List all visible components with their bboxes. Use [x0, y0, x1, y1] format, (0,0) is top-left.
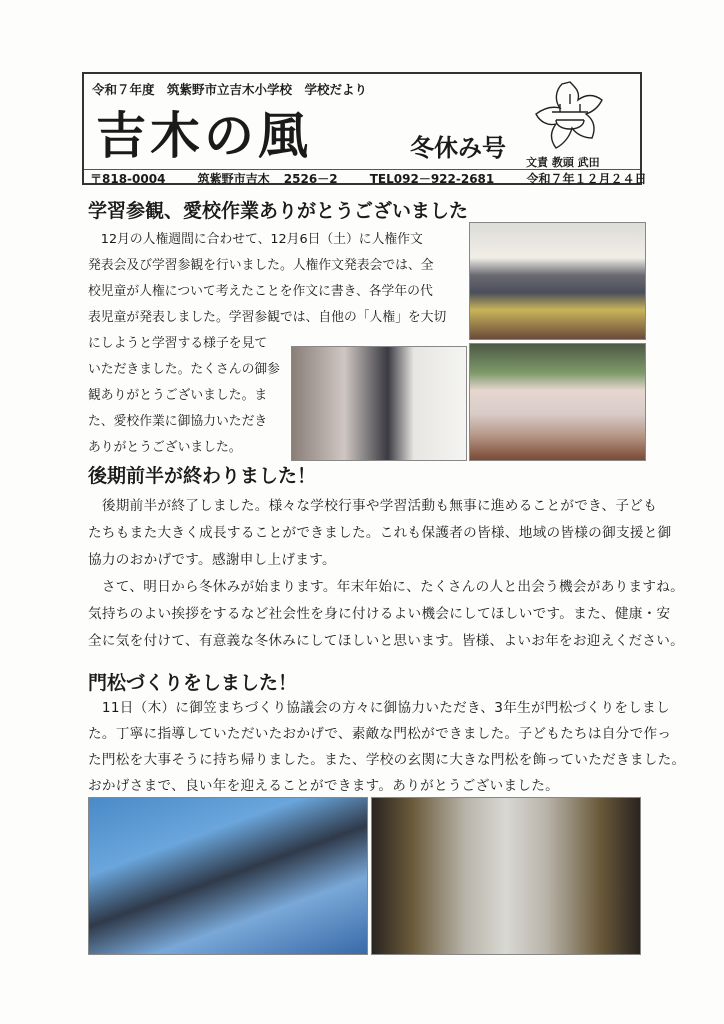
body-line: 校児童が人権について考えたことを作文に書き、各学年の代 [88, 284, 433, 299]
body-line: にしようと学習する様子を見て [88, 336, 268, 351]
masthead [82, 72, 647, 186]
body-line: 観ありがとうございました。ま [88, 388, 268, 403]
address: 筑紫野市吉木 2526－2 [197, 172, 338, 186]
photo-classroom-observation [469, 222, 646, 340]
body-line: 11日（木）に御笠まちづくり協議会の方々に御協力いただき、3年生が門松づくりをしまし [88, 700, 670, 716]
section-heading-kadomatsu: 門松づくりをしました！ [88, 672, 298, 694]
body-line: おかげさまで、良い年を迎えることができます。ありがとうございました。 [88, 778, 560, 794]
author-credit: 文責 教頭 武田 [526, 156, 600, 169]
photo-window-cleaning [291, 346, 467, 461]
telephone: TEL092－922-2681 [369, 172, 495, 186]
body-line: た、愛校作業に御協力いただき [88, 414, 268, 429]
body-line: 12月の人権週間に合わせて、12月6日（土）に人権作文 [88, 232, 423, 247]
body-line: 後期前半が終了しました。様々な学校行事や学習活動も無事に進めることができ、子ども [88, 498, 658, 514]
section-heading-term-end: 後期前半が終わりました！ [88, 465, 317, 487]
body-line: た門松を大事そうに持ち帰りました。また、学校の玄関に大きな門松を飾っていただきました。 [88, 752, 686, 768]
body-line: 全に気を付けて、有意義な冬休みにしてほしいと思います。皆様、よいお年をお迎えください。 [88, 633, 685, 649]
photo-gym-cleaning [469, 343, 646, 461]
issue-date: 令和７年１２月２４日 [526, 172, 647, 186]
postal-code: 〒818-0004 [90, 172, 166, 186]
issue-name: 冬休み号 [410, 134, 506, 162]
body-line: た。丁寧に指導していただいたおかげで、素敵な門松ができました。子どもたちは自分で作っ [88, 726, 672, 742]
body-line: 表児童が発表しました。学習参観では、自他の「人権」を大切 [88, 310, 447, 325]
masthead-top-line: 令和７年度 筑紫野市立吉木小学校 学校だより [92, 82, 368, 97]
contact-line [90, 170, 664, 187]
body-line: さて、明日から冬休みが始まります。年末年始に、たくさんの人と出会う機会がありますね。 [88, 579, 685, 595]
body-line: いただきました。たくさんの御参 [88, 362, 280, 377]
body-line: 協力のおかげです。感謝申し上げます。 [88, 552, 336, 568]
newsletter-title: 吉木の風 [96, 107, 312, 165]
body-line: 気持ちのよい挨拶をするなど社会性を身に付けるよい機会にしてほしいです。また、健康・安 [88, 606, 671, 622]
section-heading-open-class: 学習参観、愛校作業ありがとうございました [88, 200, 469, 222]
body-line: ありがとうございました。 [88, 440, 242, 455]
body-line: 発表会及び学習参観を行いました。人権作文発表会では、全 [88, 258, 434, 273]
school-emblem-icon [532, 78, 608, 154]
photo-entrance-kadomatsu [371, 797, 641, 955]
photo-children-making-kadomatsu [88, 797, 368, 955]
body-line: たちもまた大きく成長することができました。これも保護者の皆様、地域の皆様の御支援と御 [88, 525, 672, 541]
